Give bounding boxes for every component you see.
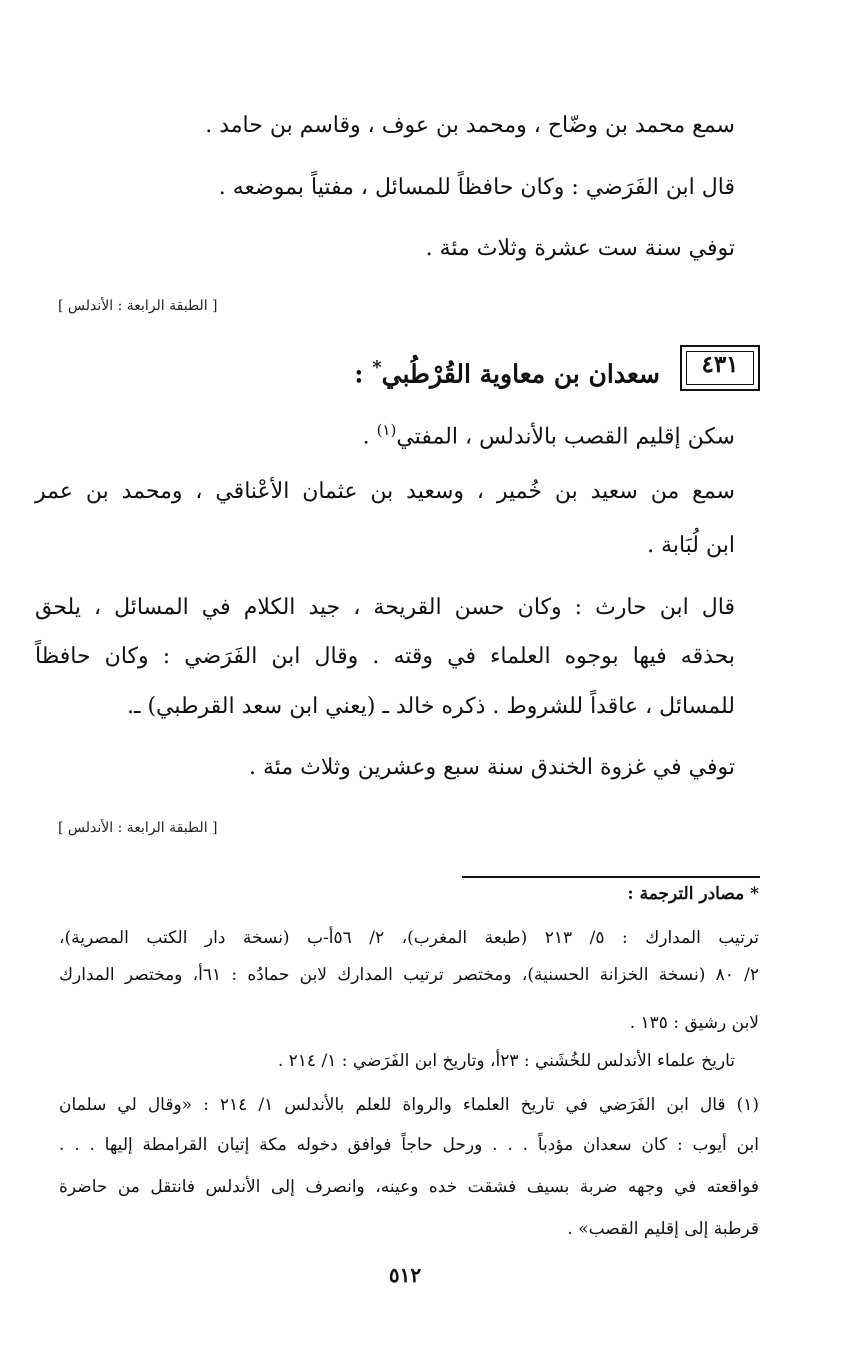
body-line: سمع محمد بن وضّاح ، ومحمد بن عوف ، وقاسم بن حامد . [205,113,735,138]
body-line: قال ابن حارث : وكان حسن القريحة ، جيد الكلام في المسائل ، يلحق [35,595,735,620]
body-line: توفي سنة ست عشرة وثلاث مئة . [425,236,735,261]
footnote-line: تاريخ علماء الأندلس للخُشَني : ٢٣أ، وتاريخ ابن الفَرَضي : ١/ ٢١٤ . [277,1051,735,1071]
body-line: للمسائل ، عاقداً للشروط . ذكره خالد ـ (يعني ابن سعد القرطبي) ـ. [127,694,735,719]
body-line [363,414,735,453]
source-mark: * [372,357,382,378]
tabaqa-tag: [ الطبقة الرابعة : الأندلس ] [58,298,218,314]
footnote-line: ابن أيوب : كان سعدان مؤدباً . . . ورحل حاجاً فوافق دخوله مكة إتيان القرامطة إليها . . . [59,1135,759,1155]
tabaqa-tag: [ الطبقة الرابعة : الأندلس ] [58,820,218,836]
para-text: سكن إقليم القصب بالأندلس ، المفتي [396,424,735,450]
footnote-line: ٢/ ٨٠ (نسخة الخزانة الحسنية)، ومختصر ترتيب المدارك لابن حمادُه : ٦١أ، ومختصر المدارك [59,965,759,985]
body-line: بحذقه فيها بوجوه العلماء في وقته . وقال ابن الفَرَضي : وكان حافظاً [35,644,735,669]
sources-heading: * مصادر الترجمة : [627,884,759,904]
body-line: ابن لُبَابة . [647,533,735,558]
entry-title-text: سعدان بن معاوية القُرْطُبي [381,359,660,389]
footnote-line: قرطبة إلى إقليم القصب» . [567,1219,759,1239]
para-end: . [362,424,370,450]
footnote-separator [462,876,760,878]
entry-title [354,350,660,392]
body-line: سمع من سعيد بن خُمير ، وسعيد بن عثمان الأعْناقي ، ومحمد بن عمر [35,479,735,504]
entry-number: ٤٣١ [701,351,739,378]
entry-number-box [680,345,760,391]
footnote-ref: (١) [376,421,397,439]
footnote-line: (١) قال ابن الفَرَضي في تاريخ العلماء والرواة للعلم بالأندلس ١/ ٢١٤ : «وقال لي سلمان [59,1095,759,1115]
footnote-line: فواقعته في وجهه ضربة بسيف فشقت خده وعينه، وانصرف إلى الأندلس فانتقل من حاضرة [59,1177,759,1197]
entry-title-colon: : [354,359,364,389]
body-line: قال ابن الفَرَضي : وكان حافظاً للمسائل ، مفتياً بموضعه . [218,175,735,200]
page-number: ٥١٢ [388,1263,422,1287]
footnote-line: ترتيب المدارك : ٥/ ٢١٣ (طبعة المغرب)، ٢/ ٥٦أ-ب (نسخة دار الكتب المصرية)، [59,928,759,948]
body-line: توفي في غزوة الخندق سنة سبع وعشرين وثلاث مئة . [248,755,735,780]
footnote-line: لابن رشيق : ١٣٥ . [629,1013,759,1033]
